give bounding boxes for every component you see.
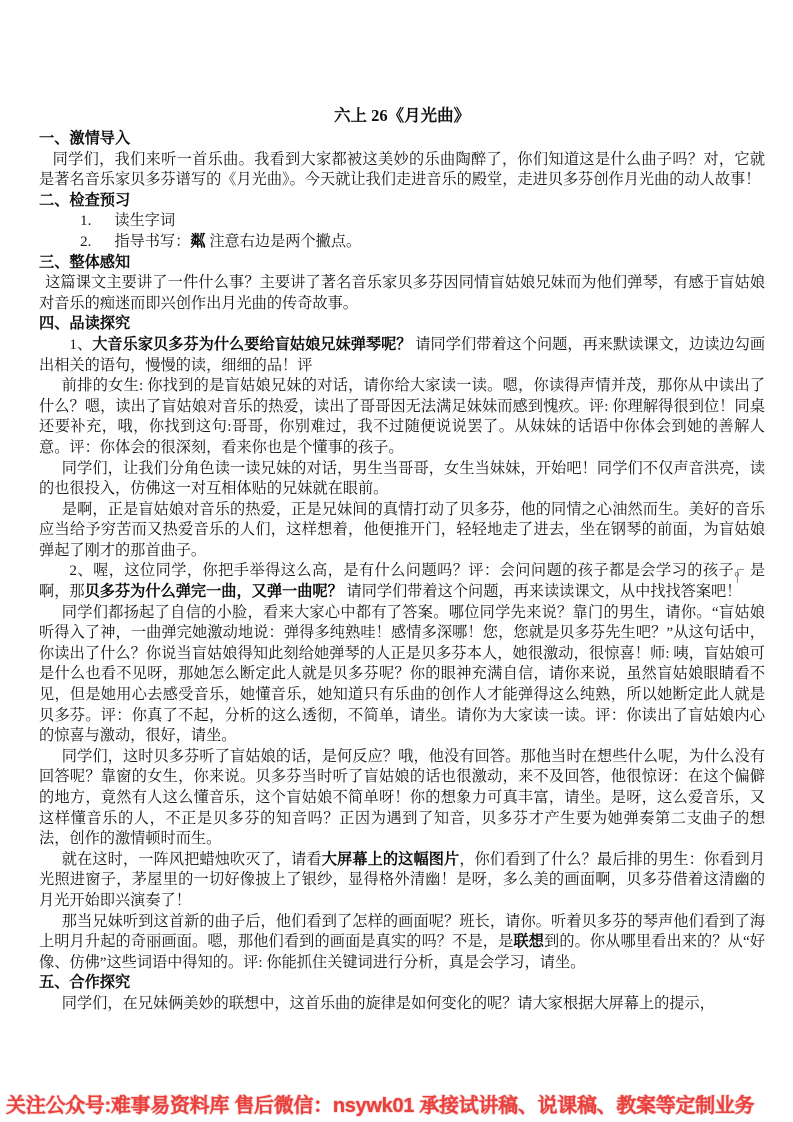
text-run: 注意右边是两个撇点。 (205, 232, 362, 250)
list-number: 2. (80, 232, 92, 250)
paragraph (39, 603, 765, 747)
emphasis-text: 二、检查预习 (39, 191, 131, 209)
text-run: 同学们，这时贝多芬听了盲姑娘的话，是何反应？哦，他没有回答。那他当时在想些什么呢，为什么没有回答呢？靠窗的女生，你来说。贝多芬当时听了盲姑娘的话也很激动，来不及回答，他很惊讶：在这个偏僻的地方，竟然有人这么懂音乐，这个盲姑娘不简单呀！你的想象力可真丰富，请坐。是呀，这么爱音乐，又这样懂音乐的人，不正是贝多芬的知音吗？正因为遇到了知音，贝多芬才产生要为她弹奏第二支曲子的想法，创作的激情顿时而生。 (39, 747, 765, 848)
text-run: 2、喔，这位同学，你把手举得这么高，是有什么问题吗？评：会问问题的孩子都是会学习的孩子。是啊，那 (39, 562, 765, 601)
section-heading (39, 129, 765, 150)
emphasis-text: 四、品读探究 (39, 315, 131, 333)
text-run: 同学们，让我们分角色读一读兄妹的对话，男生当哥哥，女生当妹妹，开始吧！同学们不仅声音洪亮，读的也很投入，仿佛这一对互相体贴的兄妹就在眼前。 (39, 459, 765, 498)
paragraph (39, 459, 765, 500)
text-run: 读生字词 (114, 212, 176, 230)
text-run: 请同学们带着这个问题，再来默读课文，边读边勾画出相关的语句，慢慢的读，细细的品！评 (39, 335, 766, 374)
text-run: ，你们看到了什么？最后排的男生：你看到月光照进窗子，茅屋里的一切好像披上了银纱，显得格外清幽！是呀，多么美的画面啊，贝多芬借着这清幽的月光开始即兴演奏了！ (39, 850, 766, 909)
text-cursor-artifact (737, 569, 744, 583)
section-heading (39, 973, 765, 994)
emphasis-text: 一、激情导入 (39, 130, 131, 147)
text-run: 同学们，在兄妹俩美妙的联想中，这首乐曲的旋律是如何变化的呢？请大家根据大屏幕上的提示， (61, 994, 715, 1012)
paragraph (39, 150, 765, 191)
paragraph (39, 994, 765, 1015)
footer-watermark: 关注公众号:难事易资料库 售后微信：nsywk01 承接试讲稿、说课稿、教案等定制业务 (6, 1095, 755, 1117)
text-run: 那当兄妹听到这首新的曲子后，他们看到了怎样的画面呢？班长，请你。听着贝多芬的琴声他们看到了海上明月升起的奇丽画面。嗯，那他们看到的画面是真实的吗？不是，是 (39, 912, 765, 951)
text-run: 请同学们带着这个问题，再来读读课文，从中找找答案吧！ (342, 583, 742, 601)
text-run: 前排的女生: 你找到的是盲姑娘兄妹的对话，请你给大家读一读。嗯，你读得声情并茂，那你从中读出了什么？嗯，读出了盲姑娘对音乐的热爱，读出了哥哥因无法满足妹妹而感到愧疚。评: 你理解得很到位！同桌还要补充，哦，你找到这句:哥哥，你别难过，我不过随便说说罢了。从妹妹的话语中你体会到她的善解人意。评：你体会的很深刻，看来你也是个懂事的孩子。 (39, 377, 765, 456)
section-heading (39, 253, 765, 274)
paragraph (39, 561, 765, 602)
emphasis-text: 五、合作探究 (39, 974, 131, 992)
section-heading (39, 314, 765, 335)
emphasis-text: 大音乐家贝多芬为什么要给盲姑娘兄妹弹琴呢？ (92, 335, 412, 353)
paragraph (39, 500, 765, 562)
section-heading (39, 191, 765, 212)
paragraph (39, 273, 765, 314)
list-item (39, 232, 765, 253)
emphasis-text: 贝多芬为什么弹完一曲，又弹一曲呢？ (84, 583, 343, 601)
text-run: 同学们都扬起了自信的小脸，看来大家心中都有了答案。哪位同学先来说？靠门的男生，请你。“盲姑娘听得入了神，一曲弹完她激动地说：弹得多纯熟哇！感情多深哪！您，您就是贝多芬先生吧？”从这句话中，你读出了什么？你说当盲姑娘得知此刻给她弹琴的人正是贝多芬本人，她很激动，很惊喜！师: 咦，盲姑娘可是什么也看不见呀，那她怎么断定此人就是贝多芬呢？你的眼神充满自信，请你来说，虽然盲姑娘眼睛看不见，但是她用心去感受音乐，她懂音乐，她知道只有乐曲的创作人才能弹得这么纯熟，所以她断定此人就是贝多芬。评：你真了不起，分析的这么透彻，不简单，请坐。请你为大家读一读。评：你读出了盲姑娘内心的惊喜与激动，很好，请坐。 (39, 603, 765, 745)
emphasis-text: 粼 (190, 232, 206, 250)
emphasis-text: 大屏幕上的这幅图片 (321, 850, 460, 868)
paragraph (39, 850, 765, 912)
text-run: 就在这时，一阵风把蜡烛吹灭了，请看 (61, 850, 322, 868)
list-item (39, 211, 765, 232)
emphasis-text: 三、整体感知 (39, 253, 131, 271)
text-run: 指导书写： (114, 232, 191, 250)
page-title: 六上 26《月光曲》 (333, 106, 471, 125)
paragraph (39, 912, 765, 974)
text-run: 是啊，正是盲姑娘对音乐的热爱，正是兄妹间的真情打动了贝多芬，他的同情之心油然而生。美好的音乐应当给予穷苦而又热爱音乐的人们，这样想着，他便推开门，轻轻地走了进去，坐在钢琴的前面，为盲姑娘弹起了刚才的那首曲子。 (39, 500, 765, 559)
paragraph (39, 376, 765, 458)
text-run: 1、 (69, 335, 93, 353)
text-run: 这篇课文主要讲了一件什么事？主要讲了著名音乐家贝多芬因同情盲姑娘兄妹而为他们弹琴，有感于盲姑娘对音乐的痴迷而即兴创作出月光曲的传奇故事。 (39, 274, 765, 312)
text-run: 到的。你从哪里看出来的？从“好像、仿佛”这些词语中得知的。评: 你能抓住关键词进行分析，真是会学习，请坐。 (39, 933, 766, 971)
paragraph (39, 335, 765, 376)
paragraph (39, 747, 765, 850)
text-run: 同学们，我们来听一首乐曲。我看到大家都被这美妙的乐曲陶醉了，你们知道这是什么曲子吗？对，它就是著名音乐家贝多芬谱写的《月光曲》。今天就让我们走进音乐的殿堂，走进贝多芬创作月光曲的动人故事！ (39, 150, 765, 189)
document-body (39, 129, 765, 1015)
list-number: 1. (80, 212, 92, 230)
emphasis-text: 联想 (513, 933, 545, 951)
